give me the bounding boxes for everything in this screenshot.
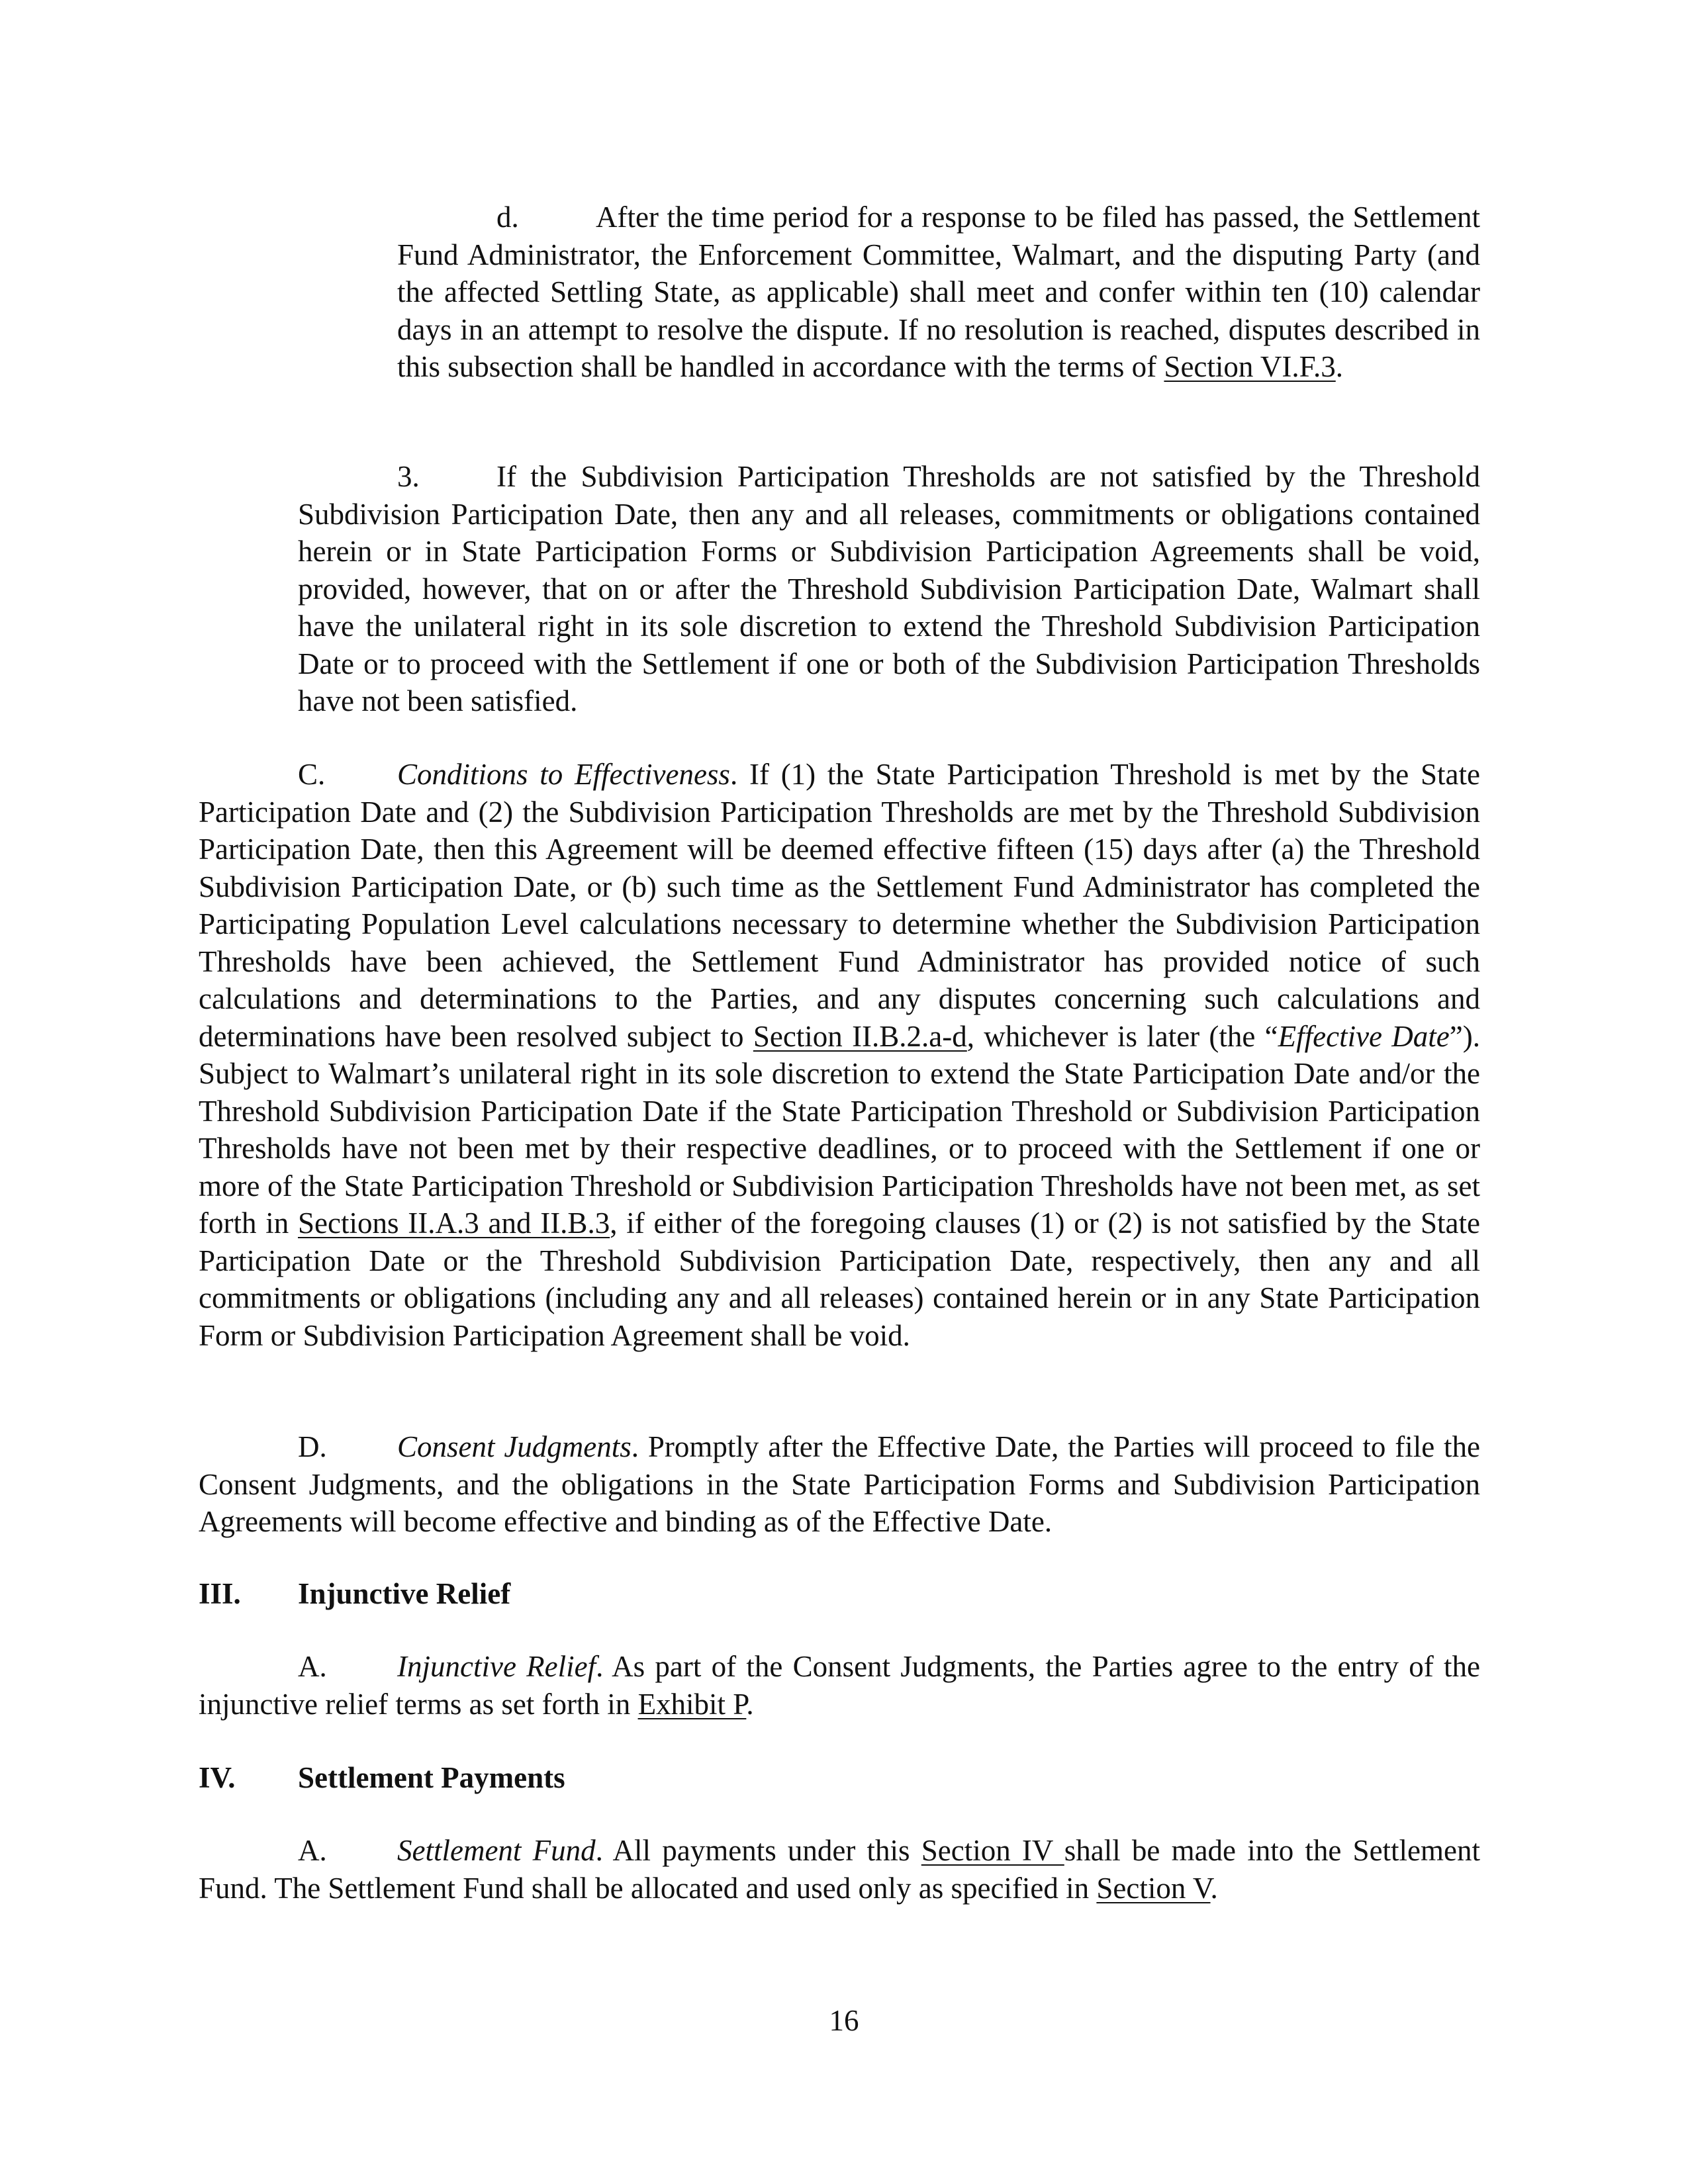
section-heading-settlement-payments [199, 1759, 1480, 1797]
paragraph-title: Consent Judgments [397, 1430, 632, 1463]
section-title: Settlement Payments [298, 1761, 565, 1794]
page-number: 16 [829, 2004, 859, 2037]
section-reference-link: Section IV [921, 1834, 1064, 1867]
paragraph-marker: 3. [397, 460, 420, 493]
paragraph-text: . All payments under this [595, 1834, 921, 1867]
paragraph-settlement-fund [199, 1832, 1480, 1907]
paragraph-3 [298, 458, 1480, 720]
paragraph-text: If the Subdivision Participation Thresholds are not satisfied by the Threshold Subdivision Participation Date, then any and all releases, commitments or obligations contained herein or in State Participation Forms or Subdivision Participation Agreements shall be void, provided, however, that on or after the Threshold Subdivision Participation Date, Walmart shall have the unilateral right in its sole discretion to extend the Threshold Subdivision Participation Date or to proceed with the Settlement if one or both of the Subdivision Participation Thresholds have not been satisfied. [298, 460, 1480, 717]
paragraph-text: . If (1) the State Participation Threshold is met by the State Participation Date and (2) the Subdivision Participation Thresholds are met by the Threshold Subdivision Participation Date, then this Agreement will be deemed effective fifteen (15) days after (a) the Threshold Subdivision Participation Date, or (b) such time as the Settlement Fund Administrator has completed the Participating Population Level calculations necessary to determine whether the Subdivision Participation Thresholds have been achieved, the Settlement Fund Administrator has provided notice of such calculations and determinations to the Parties, and any disputes concerning such calculations and determinations have been resolved subject to [199, 758, 1480, 1053]
paragraph-conditions-to-effectiveness [199, 756, 1480, 1354]
paragraph-text: . Promptly after the Effective Date, the Parties will proceed to file the Consent Judgments, and the obligations in the State Participation Forms and Subdivision Participation Agreements will become effective and binding as of the Effective Date. [199, 1430, 1480, 1538]
paragraph-text: . As part of the Consent Judgments, the Parties agree to the entry of the injunctive relief terms as set forth in [199, 1650, 1480, 1721]
paragraph-title: Settlement Fund [397, 1834, 596, 1867]
section-number: III. [199, 1577, 241, 1610]
section-reference-link: Section II.B.2.a-d [753, 1019, 967, 1053]
paragraph-text: shall be made into the Settlement Fund. The Settlement Fund shall be allocated and used only as specified in [199, 1834, 1481, 1905]
paragraph-marker: D. [298, 1430, 327, 1463]
paragraph-text-end: . [1335, 350, 1343, 383]
paragraph-text: ”). Subject to Walmart’s unilateral right in its sole discretion to extend the State Participation Date and/or the Threshold Subdivision Participation Date if the State Participation Threshold or Subdivision Participation Thresholds have not been met by their respective deadlines, or to proceed with the Settlement if one or more of the State Participation Threshold or Subdivision Participation Thresholds have not been met, as set forth in [199, 1019, 1480, 1240]
paragraph-d [397, 199, 1480, 386]
paragraph-marker: A. [298, 1650, 327, 1683]
paragraph-marker: C. [298, 758, 326, 791]
section-reference-link: Sections II.A.3 and II.B.3 [298, 1206, 610, 1240]
paragraph-title: Conditions to Effectiveness [397, 758, 730, 791]
section-reference-link: Section V [1096, 1871, 1211, 1905]
section-title: Injunctive Relief [298, 1577, 511, 1610]
defined-term: Effective Date [1278, 1019, 1450, 1053]
paragraph-title: Injunctive Relief [397, 1650, 596, 1683]
paragraph-text: After the time period for a response to be filed has passed, the Settlement Fund Administrator, the Enforcement Committee, Walmart, and the disputing Party (and the affected Settling State, as applicable) shall meet and confer within ten (10) calendar days in an attempt to resolve the dispute. If no resolution is reached, disputes described in this subsection shall be handled in accordance with the terms of [397, 201, 1480, 383]
section-number: IV. [199, 1761, 236, 1794]
section-reference-link: Section VI.F.3 [1164, 350, 1336, 383]
exhibit-reference-link: Exhibit P [637, 1687, 747, 1721]
paragraph-consent-judgments [199, 1428, 1480, 1541]
paragraph-text: , if either of the foregoing clauses (1) or (2) is not satisfied by the State Participation Date or the Threshold Subdivision Participation Date, respectively, then any and all commitments or obligations (including any and all releases) contained herein or in any State Participation Form or Subdivision Participation Agreement shall be void. [199, 1206, 1480, 1352]
section-heading-injunctive-relief [199, 1575, 1480, 1613]
paragraph-text: , whichever is later (the “ [966, 1019, 1278, 1053]
paragraph-marker: d. [496, 201, 519, 234]
paragraph-injunctive-relief [199, 1648, 1480, 1723]
paragraph-marker: A. [298, 1834, 327, 1867]
paragraph-text-end: . [1210, 1871, 1218, 1905]
paragraph-text-end: . [746, 1687, 754, 1721]
